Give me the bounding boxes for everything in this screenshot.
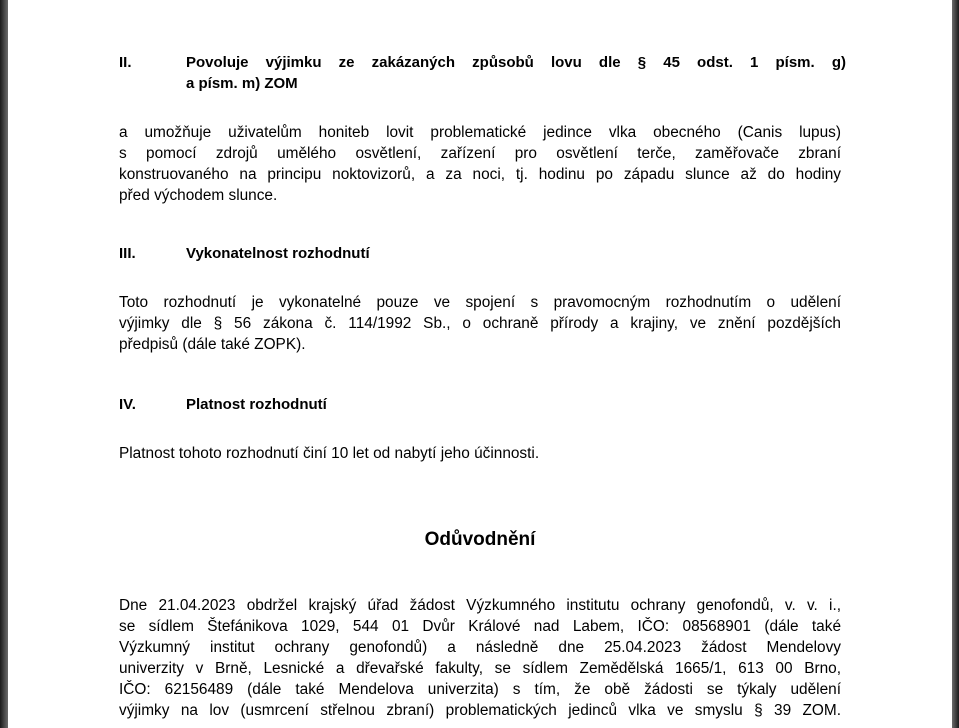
paragraph-line: univerzity v Brně, Lesnické a dřevařské fakulty, se sídlem Zemědělská 1665/1, 613 00 Brno, — [119, 660, 841, 677]
paragraph-line: výjimky na lov (usmrcení střelnou zbraní) problematických jedinců vlka ve smyslu § 39 ZOM. — [119, 702, 841, 719]
section-title — [186, 243, 846, 264]
paragraph-line: předpisů (dále také ZOPK). — [119, 336, 306, 353]
reasoning-title: Odůvodnění — [424, 529, 536, 550]
section-title — [186, 52, 846, 94]
section-number: II. — [119, 54, 132, 71]
section-number: IV. — [119, 396, 136, 413]
paragraph-line: IČO: 62156489 (dále také Mendelova univerzita) s tím, že obě žádosti se týkaly udělení — [119, 681, 841, 698]
paragraph-line: Výzkumný institut ochrany genofondů) a následně dne 25.04.2023 žádost Mendelovy — [119, 639, 841, 656]
paragraph-line: a umožňuje uživatelům honiteb lovit problematické jedince vlka obecného (Canis lupus) — [119, 124, 841, 141]
section-title-line: Platnost rozhodnutí — [186, 396, 327, 413]
section-title-line: Vykonatelnost rozhodnutí — [186, 245, 370, 262]
reasoning-body — [119, 595, 841, 721]
section-body-ii — [119, 122, 841, 206]
section-title-line: Povoluje výjimku ze zakázaných způsobů lovu dle § 45 odst. 1 písm. g) — [186, 54, 846, 71]
paragraph-line: se sídlem Štefánikova 1029, 544 01 Dvůr Králové nad Labem, IČO: 08568901 (dále také — [119, 618, 841, 635]
paragraph-line: před východem slunce. — [119, 187, 278, 204]
paragraph-line: Toto rozhodnutí je vykonatelné pouze ve spojení s pravomocným rozhodnutím o udělení — [119, 294, 841, 311]
paragraph-line: Dne 21.04.2023 obdržel krajský úřad žádost Výzkumného institutu ochrany genofondů, v. v. i., — [119, 597, 841, 614]
section-body-iv — [119, 443, 841, 464]
paragraph-line: s pomocí zdrojů umělého osvětlení, zařízení pro osvětlení terče, zaměřovače zbraní — [119, 145, 841, 162]
page-shadow-right — [952, 0, 959, 728]
section-number: III. — [119, 245, 136, 262]
paragraph-line: konstruovaného na principu noktovizorů, a za noci, tj. hodinu po západu slunce až do hodiny — [119, 166, 841, 183]
section-title — [186, 394, 846, 415]
paragraph-line: Platnost tohoto rozhodnutí činí 10 let od nabytí jeho účinnosti. — [119, 445, 540, 462]
paragraph-line: výjimky dle § 56 zákona č. 114/1992 Sb., o ochraně přírody a krajiny, ve znění pozdějších — [119, 315, 841, 332]
section-title-line: a písm. m) ZOM — [186, 75, 298, 92]
page-shadow-left — [0, 0, 8, 728]
section-body-iii — [119, 292, 841, 355]
document-page — [8, 0, 952, 728]
